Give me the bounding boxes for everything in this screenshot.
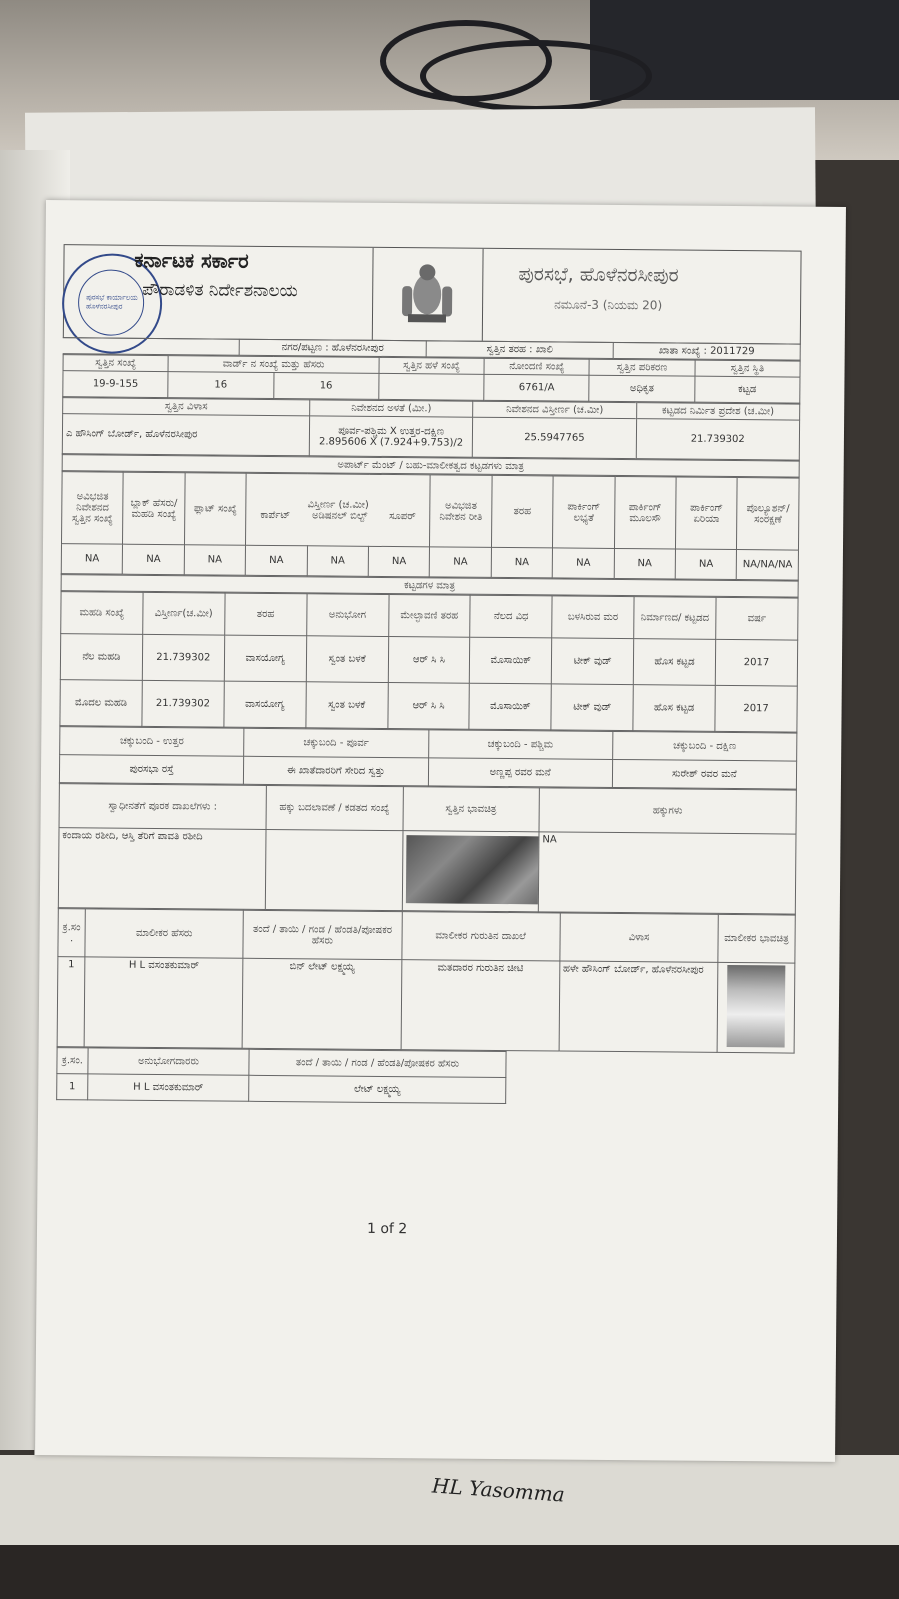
property-number: 19-9-155: [63, 371, 169, 398]
table-cell: 2017: [715, 685, 797, 732]
occupant-relation: ಲೇಟ್ ಲಕ್ಷ್ಮಯ್ಯ: [249, 1075, 506, 1103]
table-cell: 1: [57, 1074, 88, 1100]
boundary-label: ಚಕ್ಕುಬಂದಿ - ಪಶ್ಚಿಮ: [428, 730, 612, 760]
built-area-value: 21.739302: [636, 419, 800, 460]
table-cell: NA: [491, 547, 553, 578]
col-header: ಪಾರ್ಕಿಂಗ್ ಲಭ್ಯತೆ: [553, 476, 615, 549]
boundary-value: ಅಣ್ಣಪ್ಪ ರವರ ಮನೆ: [428, 758, 612, 788]
header-left: [64, 245, 374, 340]
area-subheaders: [249, 509, 426, 522]
occupant-name: H L ವಸಂತಕುಮಾರ್: [88, 1074, 249, 1101]
header-emblem-cell: [372, 248, 484, 341]
col-header: ವಿಸ್ತೀರ್ಣ(ಚ.ಮೀ): [143, 592, 225, 635]
table-row: [60, 680, 797, 732]
table-cell: ಸ್ವಂತ ಬಳಕೆ: [306, 682, 388, 729]
col-header: ನೋಂದಣಿ ಸಂಖ್ಯೆ: [484, 358, 589, 375]
boundary-value: ಈ ಖಾತೆದಾರರಿಗೆ ಸೇರಿದ ಸ್ವತ್ತು: [244, 756, 428, 786]
photo-label: ಸ್ವತ್ತಿನ ಭಾವಚಿತ್ರ: [403, 787, 540, 832]
government-title: ಕರ್ನಾಟಕ ಸರ್ಕಾರ: [134, 247, 249, 273]
col-header: ಸ್ವತ್ತಿನ ಪರಿಕರಣ: [589, 359, 694, 376]
state-emblem-icon: [398, 258, 457, 325]
col-header: ಮಾಲೀಕರ ಗುರುತಿನ ದಾಖಲೆ: [401, 912, 560, 961]
col-header: ನೆಲದ ವಿಧ: [470, 595, 552, 638]
site-dimension-cell: [309, 416, 473, 457]
owner-relation: ಬಿನ್ ಲೇಟ್ ಲಕ್ಷ್ಮಯ್ಯ: [242, 958, 401, 1049]
table-cell: ಟೀಕ್ ವುಡ್: [551, 684, 633, 731]
col-header: ಮಹಡಿ ಸಂಖ್ಯೆ: [61, 592, 143, 635]
boundary-label: ಚಕ್ಕುಬಂದಿ - ಪೂರ್ವ: [244, 728, 428, 758]
table-cell: ಆರ್ ಸಿ ಸಿ: [388, 637, 470, 684]
col-header: ಪಾರ್ಕಿಂಗ್ ಮೂಲಸೌ: [614, 476, 676, 549]
document-header: [63, 244, 802, 344]
col-header: ಅಡಿಷನಲ್ ಬಿಲ್ಟ್: [311, 509, 368, 522]
table-cell: 21.739302: [142, 634, 224, 681]
document-page: [35, 200, 846, 1462]
table-cell: ಹೊಸ ಕಟ್ಟಡ: [633, 685, 715, 732]
col-header: ತಂದೆ / ತಾಯಿ / ಗಂಡ / ಹೆಂಡತಿ/ಪೋಷಕರ ಹೆಸರು: [243, 910, 402, 959]
site-dimension-caption: ಪೂರ್ವ-ಪಶ್ಚಿಮ X ಉತ್ತರ-ದಕ್ಷಿಣ: [338, 425, 445, 437]
table-cell: NA: [61, 544, 123, 575]
col-header: ಸ್ವತ್ತಿನ ಸಂಖ್ಯೆ: [63, 355, 168, 372]
table-cell: ವಾಸಯೋಗ್ಯ: [224, 681, 306, 728]
col-header: ಕ್ರ.ಸಂ.: [58, 909, 85, 957]
boundary-value: ಸುರೇಶ್ ರವರ ಮನೆ: [612, 759, 796, 789]
table-cell: NA: [184, 545, 246, 576]
apartment-title: ಅಪಾರ್ಟ್ ಮೆಂಟ್ / ಬಹು-ಮಾಲೀಕತ್ವದ ಕಟ್ಟಡಗಳು ಮಾತ್ರ: [62, 455, 799, 477]
table-cell: NA: [552, 548, 614, 579]
table-cell: ವಾಸಯೋಗ್ಯ: [224, 635, 306, 682]
occupants-table: [56, 1047, 506, 1104]
municipality-name: ಪುರಸಭೆ, ಹೊಳೆನರಸೀಪುರ: [518, 263, 679, 287]
owner-id-doc: ಮತದಾರರ ಗುರುತಿನ ಚೀಟಿ: [401, 960, 560, 1051]
documents-value: ಕಂದಾಯ ರಶೀದಿ, ಆಸ್ತಿ ತೆರಿಗೆ ಪಾವತಿ ರಶೀದಿ: [58, 828, 266, 910]
col-header: ಫ್ಲಾಟ್ ಸಂಖ್ಯೆ: [184, 473, 246, 546]
col-header: ಅವಿಭಜಿತ ನಿವೇಶನ ರೀತಿ: [430, 475, 492, 548]
boundary-label: ಚಕ್ಕುಬಂದಿ - ಉತ್ತರ: [60, 727, 244, 757]
table-cell: NA: [245, 545, 307, 576]
col-header: ಅನುಭೋಗದಾರರು: [88, 1048, 249, 1075]
address-label: ಸ್ವತ್ತಿನ ವಿಳಾಸ: [63, 398, 310, 416]
col-header: ಸೂಪರ್: [389, 510, 416, 522]
boundary-value: ಪುರಸಭಾ ರಸ್ತೆ: [59, 755, 243, 785]
site-area-label: ನಿವೇಶನದ ವಿಸ್ತೀರ್ಣ (ಚ.ಮೀ): [473, 401, 636, 418]
cable: [420, 40, 652, 112]
apartment-table: [61, 471, 800, 580]
area-group-header: [246, 473, 431, 547]
table-cell: ಟೀಕ್ ವುಡ್: [552, 638, 634, 685]
table-cell: NA: [307, 546, 369, 577]
city-label: ನಗರ/ಪಟ್ಟಣ : ಹೊಳೆನರಸೀಪುರ: [239, 339, 426, 357]
handwritten-note: HL Yasomma: [431, 1473, 566, 1507]
col-header: ವಾರ್ಡ್ ನ ಸಂಖ್ಯೆ ಮತ್ತು ಹೆಸರು: [168, 356, 379, 374]
table-cell: ಆರ್ ಸಿ ಸಿ: [387, 683, 469, 730]
col-header: ತಂದೆ / ತಾಯಿ / ಗಂಡ / ಹೆಂಡತಿ/ಪೋಷಕರ ಹೆಸರು: [249, 1049, 506, 1077]
documents-table: [58, 783, 797, 914]
documents-label: ಸ್ವಾಧೀನತೆಗೆ ಪೂರಕ ದಾಖಲೆಗಳು :: [59, 784, 266, 830]
col-header: ಬಳಸಿರುವ ಮರ: [552, 596, 634, 639]
col-header: ವರ್ಷ: [716, 597, 798, 640]
property-status: ಕಟ್ಟಡ: [694, 376, 800, 403]
boundary-label: ಚಕ್ಕುಬಂದಿ - ದಕ್ಷಿಣ: [612, 731, 796, 761]
table-cell: 1: [57, 957, 85, 1047]
owner-name: H L ವಸಂತಕುಮಾರ್: [84, 957, 243, 1048]
building-table: [59, 591, 798, 732]
col-header: ತರಹ: [224, 593, 306, 636]
table-cell: NA: [614, 548, 676, 579]
building-title: ಕಟ್ಟಡಗಳ ಮಾತ್ರ: [61, 575, 798, 597]
col-header: ಕಾರ್ಪೆಟ್: [260, 509, 291, 521]
table-cell: ಸ್ವಂತ ಬಳಕೆ: [306, 636, 388, 683]
ward-number: 16: [168, 372, 274, 399]
table-cell: ನೆಲ ಮಹಡಿ: [60, 634, 142, 681]
table-cell: ಮೊದಲ ಮಹಡಿ: [60, 680, 142, 727]
table-cell: NA: [368, 546, 430, 577]
col-header: ಮಾಲೀಕರ ಹೆಸರು: [85, 909, 244, 958]
header-right: [482, 249, 801, 344]
handwritten-note-strip: [0, 1455, 899, 1545]
address-value: ಎ ಹೌಸಿಂಗ್ ಬೋರ್ಡ್, ಹೊಳೆನರಸೀಪುರ: [62, 414, 309, 456]
col-header: ಕ್ರ.ಸಂ.: [57, 1048, 88, 1074]
records-tables: [56, 337, 801, 1106]
table-cell: ಮೊಸಾಯಿಕ್: [470, 637, 552, 684]
transfer-label: ಹಕ್ಕು ಬದಲಾವಣೆ / ಕಡತದ ಸಂಖ್ಯೆ: [266, 785, 403, 830]
col-header: ತರಹ: [491, 475, 553, 548]
table-cell: NA: [675, 549, 737, 580]
page-number: 1 of 2: [366, 1220, 408, 1238]
desk-bottom: [0, 1545, 899, 1599]
owner-photo: [727, 965, 786, 1048]
area-label: ವಿಸ್ತೀರ್ಣ (ಚ.ಮೀ): [307, 498, 369, 511]
table-cell: NA/NA/NA: [737, 550, 799, 581]
property-photo: [405, 835, 539, 904]
table-cell: 2017: [715, 639, 797, 686]
rights-label: ಹಕ್ಕುಗಳು: [539, 788, 796, 834]
table-cell: NA: [430, 547, 492, 578]
site-area-value: 25.5947765: [473, 417, 637, 458]
table-cell: ಮೊಸಾಯಿಕ್: [469, 683, 551, 730]
owners-table: [57, 908, 796, 1053]
account-number: ಖಾತಾ ಸಂಖ್ಯೆ : 2011729: [613, 342, 800, 360]
col-header: ಅನುಭೋಗ: [306, 594, 388, 637]
table-row: [57, 957, 795, 1053]
owner-address: ಹಳೇ ಹೌಸಿಂಗ್ ಬೋರ್ಡ್, ಹೊಳೆನರಸೀಪುರ: [559, 961, 718, 1052]
col-header: ನಿರ್ಮಾಣದ/ ಕಟ್ಟಡದ: [634, 597, 716, 640]
table-row: [57, 1074, 506, 1104]
owner-photo-cell: [717, 962, 795, 1053]
table-cell: 21.739302: [142, 680, 224, 727]
col-header: ಅವಿಭಜಿತ ನಿವೇಶನದ ಸ್ವತ್ತಿನ ಸಂಖ್ಯೆ: [62, 472, 124, 545]
col-header: ಬ್ಲಾಕ್ ಹೆಸರು/ ಮಹಡಿ ಸಂಖ್ಯೆ: [123, 472, 185, 545]
built-area-label: ಕಟ್ಟಡದ ನಿರ್ಮಿತ ಪ್ರದೇಶ (ಚ.ಮೀ): [636, 403, 799, 420]
address-table: [62, 397, 800, 460]
table-cell: NA: [123, 544, 185, 575]
col-header: ವಿಳಾಸ: [560, 913, 719, 962]
department-title: ಪೌರಾಡಳಿತ ನಿರ್ದೇಶನಾಲಯ: [142, 279, 298, 302]
site-dim-label: ನಿವೇಶನದ ಅಳತೆ (ಮೀ.): [310, 400, 473, 417]
property-photo-cell: [402, 831, 539, 912]
rights-value: NA: [538, 832, 796, 914]
col-header: ಸ್ವತ್ತಿನ ಸ್ಥಿತಿ: [695, 360, 800, 377]
old-number: [379, 373, 485, 400]
table-cell: ಹೊಸ ಕಟ್ಟಡ: [633, 639, 715, 686]
col-header: ಪಾರ್ಕಿಂಗ್ ಏರಿಯಾ: [676, 477, 738, 550]
table-row: [60, 634, 797, 686]
boundaries-table: [59, 726, 797, 789]
ward-name: 16: [273, 372, 379, 399]
property-category: ಅಧಿಕೃತ: [589, 375, 695, 402]
col-header: ಮಾಲೀಕರ ಭಾವಚಿತ್ರ: [718, 914, 795, 963]
registration-number: 6761/A: [484, 374, 590, 401]
form-number: ನಮೂನೆ-3 (ನಿಯಮ 20): [554, 297, 663, 313]
seal-text: ಪುರಸಭೆ ಕಾರ್ಯಾಲಯ ಹೊಳೆನರಸೀಪುರ: [86, 293, 138, 311]
property-table: [62, 354, 800, 403]
site-dimension-value: 2.895606 X (7.924+9.753)/2: [318, 435, 464, 449]
col-header: ಸ್ವತ್ತಿನ ಹಳೆ ಸಂಖ್ಯೆ: [379, 357, 484, 374]
transfer-value: [265, 829, 402, 910]
col-header: ಮೇಲ್ಛಾವಣಿ ತರಹ: [388, 595, 470, 638]
type-label: ಸ್ವತ್ತಿನ ತರಹ : ಖಾಲಿ: [426, 341, 613, 359]
col-header: ಪೊಲ್ಯೂಶನ್/ಸಂರಕ್ಷಣೆ: [737, 478, 799, 551]
